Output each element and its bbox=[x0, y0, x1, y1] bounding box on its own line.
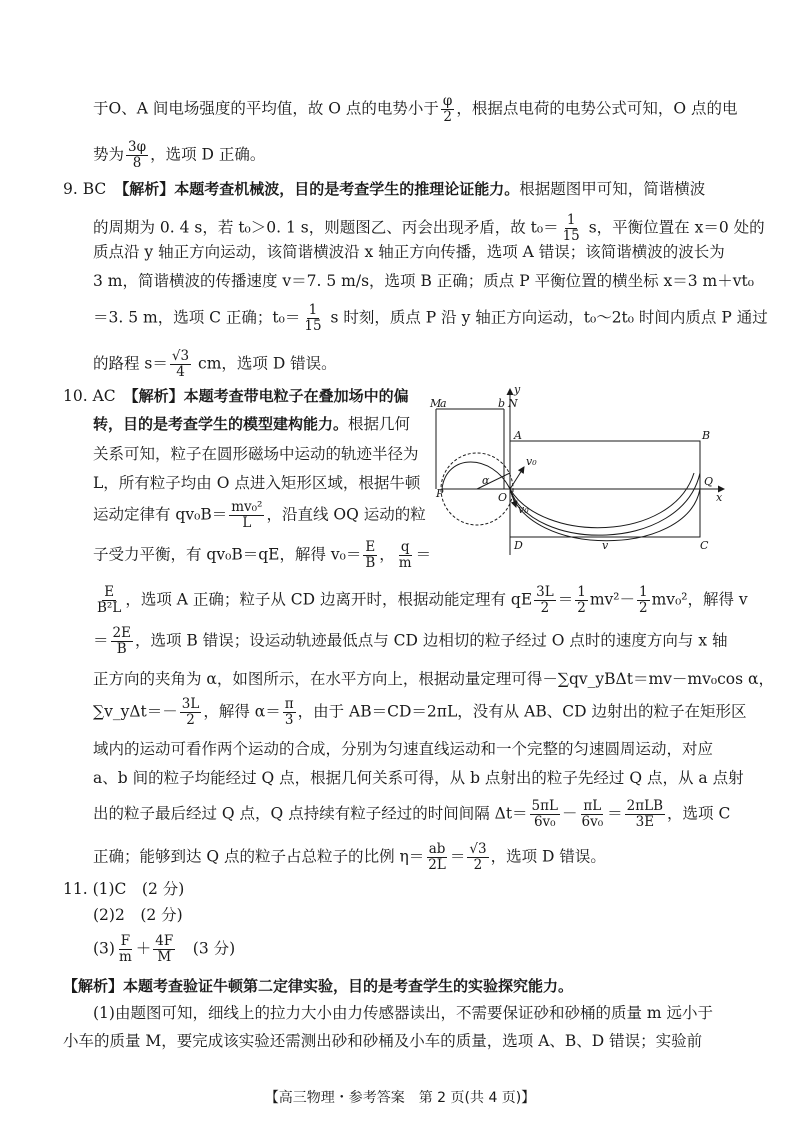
q10-line14: 正确；能够到达 Q 点的粒子占总粒子的比例 η＝ $\frac{ab}{2L}$ ＝ $\frac{√3}{2}$ ，选项 D 错误。 bbox=[93, 841, 606, 873]
q9-line1: 9. BC 【解析】本题考查机械波，目的是考查学生的推理论证能力。根据题图甲可知，简谐横波 bbox=[63, 180, 706, 198]
fraction: $\frac{1}{2}$ bbox=[577, 584, 586, 616]
fraction: $\frac{3\varphi}{8}$ bbox=[128, 139, 147, 171]
q10-line11: 域内的运动可看作两个运动的合成，分别为匀速直线运动和一个完整的匀速圆周运动，对应 bbox=[93, 740, 714, 758]
fraction: $\frac{1}{15}$ bbox=[562, 212, 580, 244]
fraction: $\frac{1}{2}$ bbox=[639, 584, 648, 616]
q10-line9: 正方向的夹角为 α，如图所示，在水平方向上，根据动量定理可得－∑qv_yBΔt＝mv－mv₀cos α， bbox=[93, 670, 774, 688]
q9-line5: ＝3. 5 m，选项 C 正确；t₀＝ $\frac{1}{15}$ s 时刻，质点 P 沿 y 轴正方向运动，t₀～2t₀ 时间内质点 P 通过 bbox=[93, 302, 768, 334]
fraction: $\frac{3L}{2}$ bbox=[181, 696, 200, 728]
q11-analysis-tag: 【解析】本题考查验证牛顿第二定律实验，目的是考查学生的实验探究能力。 bbox=[63, 977, 574, 995]
fraction: $\frac{\pi}{3}$ bbox=[284, 696, 294, 728]
label-P: P bbox=[436, 487, 444, 500]
q11-answer3: (3) $\frac{F}{m}$ ＋ $\frac{4F}{M}$ (3 分) bbox=[93, 933, 236, 965]
label-B: B bbox=[702, 429, 711, 442]
q10-line8: ＝ $\frac{2E}{B}$ ，选项 B 错误；设运动轨迹最低点与 CD 边相切的粒子经过 O 点时的速度方向与 x 轴 bbox=[93, 625, 728, 657]
q10-line5: 运动定律有 qv₀B＝ $\frac{\text{mv₀²}}{L}$ ，沿直线 OQ 运动的粒 bbox=[93, 499, 426, 531]
q11-answer1: 11. (1)C (2 分) bbox=[63, 880, 185, 898]
q11-line2: 小车的质量 M，要完成该实验还需测出砂和砂桶及小车的质量，选项 A、B、D 错误；实验前 bbox=[63, 1032, 703, 1050]
trajectory-inner bbox=[510, 473, 694, 528]
fraction: $\frac{\text{mv₀²}}{L}$ bbox=[231, 499, 263, 531]
q10-line12: a、b 间的粒子均能经过 Q 点，根据几何关系可得，从 b 点射出的粒子先经过 Q 点，从 a 点射 bbox=[93, 769, 744, 787]
label-v0-upper: v₀ bbox=[526, 455, 537, 468]
label-C: C bbox=[700, 539, 709, 552]
q10-line3: 关系可知，粒子在圆形磁场中运动的轨迹半径为 bbox=[93, 445, 419, 463]
fraction: $\frac{√3}{2}$ bbox=[469, 841, 487, 873]
fraction: $\frac{1}{15}$ bbox=[304, 302, 322, 334]
fraction: $\frac{5\pi L}{\text{6v₀}}$ bbox=[531, 798, 558, 830]
label-b: b bbox=[498, 397, 506, 410]
velocity-arrow bbox=[510, 467, 524, 489]
fraction: $\frac{3L}{2}$ bbox=[536, 584, 554, 616]
fraction: $\frac{\pi L}{\text{6v₀}}$ bbox=[581, 798, 604, 830]
label-M: M bbox=[430, 397, 442, 410]
field-diagram bbox=[432, 383, 732, 558]
fraction: $\frac{q}{m}$ bbox=[398, 539, 412, 571]
label-D: D bbox=[514, 539, 523, 552]
q9-line4: 3 m，简谐横波的传播速度 v＝7. 5 m/s，选项 B 正确；质点 P 平衡位置的横坐标 x＝3 m＋vt₀ bbox=[93, 272, 754, 290]
q10-line10: ∑v_yΔt＝－ $\frac{3L}{2}$ ，解得 α＝ $\frac{\pi}{3}$ ，由于 AB＝CD＝2πL，没有从 AB、CD 边射出的粒子在矩形区 bbox=[93, 696, 747, 728]
q9-line2: 的周期为 0. 4 s，若 t₀＞0. 1 s，则题图乙、丙会出现矛盾，故 t₀＝ $\frac{1}{15}$ s，平衡位置在 x＝0 处的 bbox=[93, 212, 765, 244]
fraction: $\frac{√3}{4}$ bbox=[171, 348, 190, 380]
q10-line13: 出的粒子最后经过 Q 点，Q 点持续有粒子经过的时间间隔 Δt＝ $\frac{5\pi L}{\text{6v₀}}$ － $\frac{\pi L}{\text{6v₀}}$ ＝ $\frac{\text{2πLB}}{3E}$ ，选项 C bbox=[93, 798, 731, 830]
fraction: $\frac{\varphi}{2}$ bbox=[442, 93, 453, 125]
label-N: N bbox=[508, 397, 518, 410]
q10-line2: 转，目的是考查学生的模型建构能力。根据几何 bbox=[93, 415, 411, 433]
semicircle-left bbox=[442, 462, 510, 489]
q10-line7: $\frac{E}{\text{B²L}}$ ，选项 A 正确；粒子从 CD 边离开时，根据动能定理有 qE $\frac{3L}{2}$ ＝ $\frac{1}{2}$ mv²－ $\frac{1}{2}$ mv₀²，解得 v bbox=[97, 584, 748, 616]
fraction: $\frac{E}{\text{B²L}}$ bbox=[97, 584, 122, 616]
fraction: $\frac{F}{m}$ bbox=[118, 933, 132, 965]
q10-line6: 子受力平衡，有 qv₀B＝qE，解得 v₀＝ $\frac{E}{B}$ ， $\frac{q}{m}$ ＝ bbox=[93, 539, 432, 571]
label-y: y bbox=[514, 383, 521, 396]
q10-line1: 10. AC 【解析】本题考查带电粒子在叠加场中的偏 bbox=[63, 387, 409, 405]
label-alpha: α bbox=[482, 474, 490, 487]
q8-line1: 于O、A 间电场强度的平均值，故 O 点的电势小于 $\frac{\varphi}{2}$ ，根据点电荷的电势公式可知，O 点的电 bbox=[93, 93, 738, 125]
fraction: $\frac{\text{2πLB}}{3E}$ bbox=[626, 798, 664, 830]
label-x: x bbox=[716, 491, 723, 504]
label-Q: Q bbox=[704, 475, 714, 488]
label-v: v bbox=[602, 539, 609, 552]
label-O: O bbox=[498, 491, 508, 504]
fraction: $\frac{2E}{B}$ bbox=[112, 625, 131, 657]
label-a: a bbox=[440, 397, 447, 410]
q10-line4: L，所有粒子均由 O 点进入矩形区域，根据牛顿 bbox=[93, 474, 421, 492]
q11-line1: (1)由题图可知，细线上的拉力大小由力传感器读出，不需要保证砂和砂桶的质量 m 远小于 bbox=[93, 1004, 714, 1022]
fraction: $\frac{E}{B}$ bbox=[365, 539, 376, 571]
q11-answer2: (2)2 (2 分) bbox=[93, 906, 183, 924]
label-A: A bbox=[514, 429, 522, 442]
q9-line6: 的路程 s＝ $\frac{√3}{4}$ cm，选项 D 错误。 bbox=[93, 348, 337, 380]
label-v0-lower: v₀ bbox=[518, 503, 529, 516]
fraction: $\frac{4F}{M}$ bbox=[155, 933, 174, 965]
q9-line3: 质点沿 y 轴正方向运动，该简谐横波沿 x 轴正方向传播，选项 A 错误；该简谐横波的波长为 bbox=[93, 243, 725, 261]
page-footer: 【高三物理・参考答案 第 2 页(共 4 页)】 bbox=[264, 1090, 536, 1106]
fraction: $\frac{ab}{2L}$ bbox=[428, 841, 446, 873]
q8-line2: 势为 $\frac{3\varphi}{8}$ ，选项 D 正确。 bbox=[93, 139, 266, 171]
